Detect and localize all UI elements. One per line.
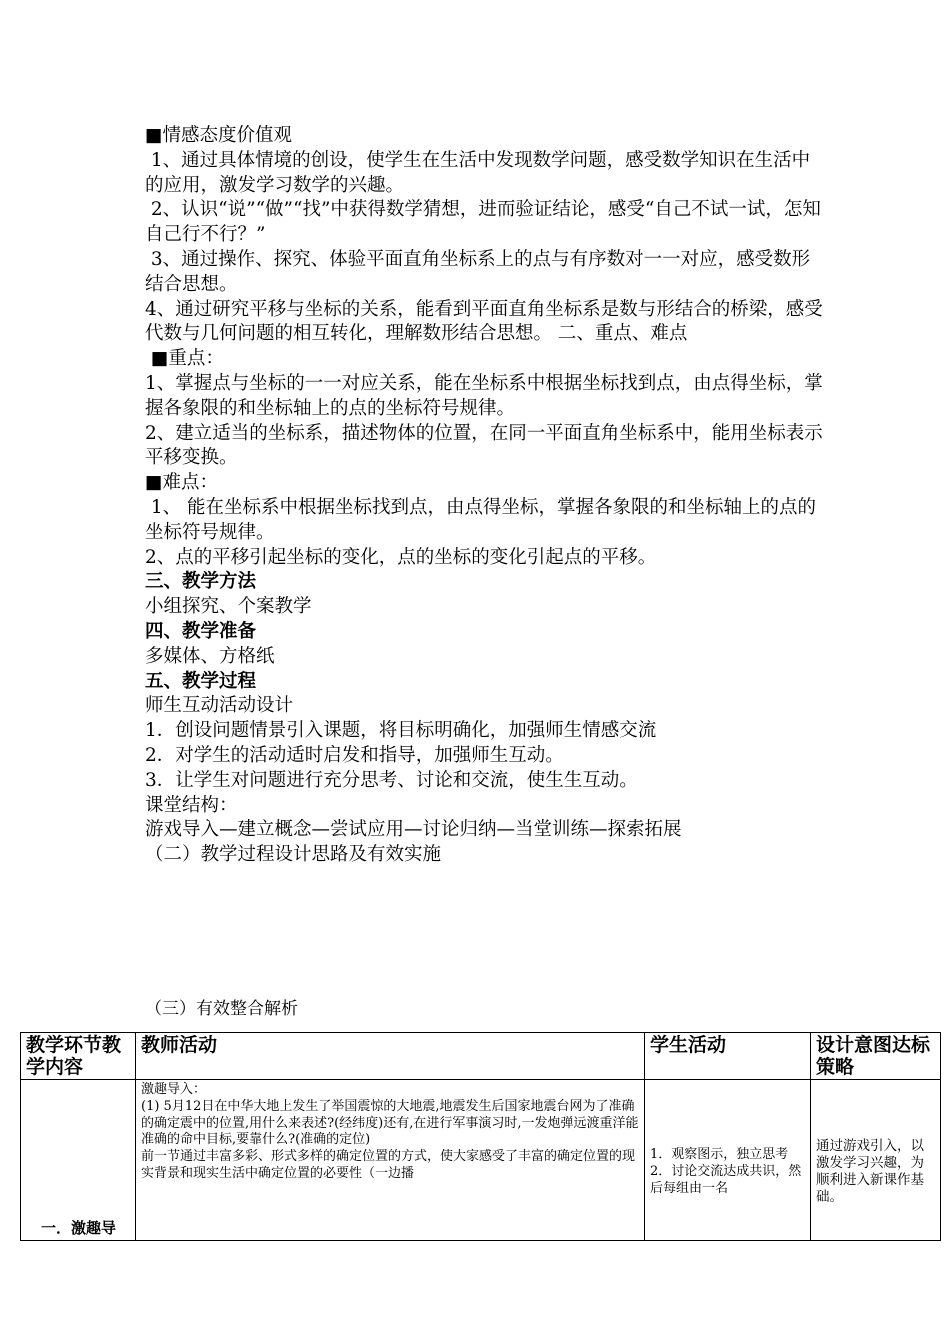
- methods-heading: 三、教学方法: [145, 571, 257, 593]
- teacher-activity-line: (1) 5月12日在中华大地上发生了举国震惊的大地震,地震发生后国家地震台网为了准确的确定震中的位置,用什么来表述?(经纬度)还有,在进行军事演习时,一发炮弹远渡重洋能准确的命中目标,要靠什么?(准确的定位): [141, 1098, 639, 1148]
- design-intent-cell: 通过游戏引入，以激发学习兴趣，为顺利进入新课作基础。: [811, 1080, 941, 1241]
- teacher-activity-line: 激趣导入：: [141, 1082, 207, 1097]
- table-row: [21, 1080, 941, 1241]
- student-activity-line: 2．讨论交流达成共识，然后每组由一名: [650, 1164, 802, 1196]
- difficult-point-item: 2、点的平移引起坐标的变化，点的坐标的变化引起点的平移。: [145, 546, 657, 568]
- teacher-activity-line: 前一节通过丰富多彩、形式多样的确定位置的方式，使大家感受了丰富的确定位置的现实背景和现实生活中确定位置的必要性（一边播: [141, 1149, 636, 1181]
- subsection-2-heading: （二）教学过程设计思路及有效实施: [145, 844, 442, 866]
- header-design-intent: 设计意图达标策略: [811, 1033, 941, 1080]
- header-stage: 教学环节教学内容: [21, 1033, 136, 1080]
- subsection-3-heading: （三）有效整合解析: [145, 999, 298, 1019]
- objective-item: 1、通过具体情境的创设，使学生在生活中发现数学问题，感受数学知识在生活中的应用，激发学习数学的兴趣。: [145, 149, 811, 196]
- key-points-heading: ■重点：: [145, 348, 224, 370]
- objective-item: 2、认识“说”“做”“找”中获得数学猜想，进而验证结论，感受“自己不试一试，怎知自己行不行？”: [145, 199, 821, 246]
- process-heading: 五、教学过程: [145, 670, 257, 692]
- difficult-points-heading: ■难点：: [145, 472, 218, 494]
- preparation-heading: 四、教学准备: [145, 620, 257, 642]
- lesson-plan-table: [20, 1032, 941, 1241]
- difficult-point-item: 1、 能在坐标系中根据坐标找到点，由点得坐标，掌握各象限的和坐标轴上的点的坐标符号规律。: [145, 496, 817, 543]
- teacher-activity-cell: [136, 1080, 645, 1241]
- structure-text: 游戏导入—建立概念—尝试应用—讨论归纳—当堂训练—探索拓展: [145, 819, 682, 841]
- objective-item: 4、通过研究平移与坐标的关系，能看到平面直角坐标系是数与形结合的桥梁，感受代数与几何问题的相互转化，理解数形结合思想。 二、重点、难点: [145, 298, 823, 345]
- key-point-item: 2、建立适当的坐标系，描述物体的位置，在同一平面直角坐标系中，能用坐标表示平移变换。: [145, 422, 823, 469]
- document-body: [145, 124, 825, 868]
- table-header-row: [21, 1033, 941, 1080]
- header-student-activity: 学生活动: [645, 1033, 811, 1080]
- preparation-text: 多媒体、方格纸: [145, 645, 275, 667]
- student-activity-line: 1．观察图示，独立思考: [650, 1147, 789, 1162]
- stage-cell: 一．激趣导: [21, 1080, 136, 1241]
- objectives-heading: ■情感态度价值观: [145, 125, 292, 146]
- interaction-item: 1．创设问题情景引入课题，将目标明确化，加强师生情感交流: [145, 720, 657, 742]
- interaction-item: 3．让学生对问题进行充分思考、讨论和交流，使生生互动。: [145, 769, 638, 791]
- structure-title: 课堂结构：: [145, 794, 238, 816]
- key-point-item: 1、掌握点与坐标的一一对应关系，能在坐标系中根据坐标找到点，由点得坐标，掌握各象限的和坐标轴上的点的坐标符号规律。: [145, 372, 823, 419]
- methods-text: 小组探究、个案教学: [145, 596, 312, 618]
- interaction-item: 2．对学生的活动适时启发和指导，加强师生互动。: [145, 744, 564, 766]
- student-activity-cell: [645, 1080, 811, 1241]
- interaction-title: 师生互动活动设计: [145, 695, 294, 717]
- objective-item: 3、通过操作、探究、体验平面直角坐标系上的点与有序数对一一对应，感受数形结合思想。: [145, 248, 811, 295]
- header-teacher-activity: 教师活动: [136, 1033, 645, 1080]
